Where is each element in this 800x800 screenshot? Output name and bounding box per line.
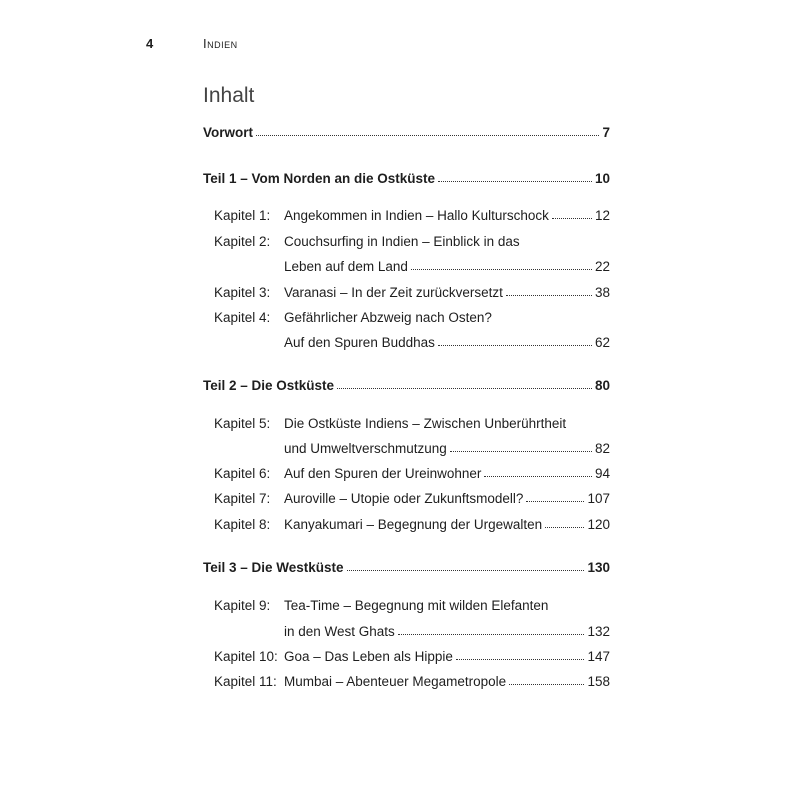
dot-leader: [411, 268, 592, 270]
chapter-label: Kapitel 3:: [214, 285, 271, 300]
chapter-label: Kapitel 2:: [214, 234, 271, 249]
chapter-title: Varanasi – In der Zeit zurückversetzt: [284, 285, 503, 300]
chapter-label: Kapitel 8:: [214, 517, 271, 532]
dot-leader: [456, 658, 585, 660]
chapter-title: Kanyakumari – Begegnung der Urgewalten: [284, 517, 543, 532]
toc-page-number: 22: [594, 259, 610, 274]
chapter-title: Auf den Spuren Buddhas: [284, 335, 435, 350]
toc-entry-text: Vorwort: [203, 125, 253, 140]
toc-page-number: 107: [587, 491, 610, 506]
toc-page-number: 7: [602, 125, 610, 140]
chapter-title: Leben auf dem Land: [284, 259, 408, 274]
toc-page-number: 82: [594, 441, 610, 456]
toc-part-text: Teil 3 – Die Westküste: [203, 560, 344, 575]
chapter-title-line: Couchsurfing in Indien – Einblick in das: [284, 234, 520, 249]
chapter-title: Auf den Spuren der Ureinwohner: [284, 466, 482, 481]
toc-page-number: 130: [587, 560, 610, 575]
dot-leader: [484, 475, 592, 477]
toc-chapter-6: [284, 466, 610, 481]
dot-leader: [526, 500, 584, 502]
toc-chapter-9: [284, 624, 610, 639]
dot-leader: [438, 180, 592, 182]
chapter-label: Kapitel 5:: [214, 416, 271, 431]
chapter-title: Angekommen in Indien – Hallo Kulturschock: [284, 208, 549, 223]
toc-page-number: 10: [594, 171, 610, 186]
toc-chapter-11: [284, 674, 610, 689]
dot-leader: [450, 450, 592, 452]
toc-part-1: [203, 171, 610, 186]
dot-leader: [506, 294, 592, 296]
toc-chapter-1: [284, 208, 610, 223]
dot-leader: [545, 526, 584, 528]
toc-page-number: 120: [587, 517, 610, 532]
toc-chapter-10: [284, 649, 610, 664]
toc-chapter-7: [284, 491, 610, 506]
toc-page-number: 94: [594, 466, 610, 481]
chapter-label: Kapitel 10:: [214, 649, 278, 664]
toc-part-3: [203, 560, 610, 575]
dot-leader: [552, 217, 592, 219]
toc-chapter-2: [284, 259, 610, 274]
toc-entry-vorwort: [203, 125, 610, 140]
chapter-title-line: Tea-Time – Begegnung mit wilden Elefanten: [284, 598, 549, 613]
chapter-label: Kapitel 11:: [214, 674, 277, 689]
chapter-title-line: Gefährlicher Abzweig nach Osten?: [284, 310, 492, 325]
dot-leader: [256, 134, 599, 136]
chapter-label: Kapitel 1:: [214, 208, 271, 223]
toc-page-number: 132: [587, 624, 610, 639]
chapter-title: Goa – Das Leben als Hippie: [284, 649, 453, 664]
chapter-title-line: Die Ostküste Indiens – Zwischen Unberührtheit: [284, 416, 567, 431]
toc-chapter-4: [284, 335, 610, 350]
dot-leader: [347, 569, 585, 571]
toc-chapter-8: [284, 517, 610, 532]
toc-part-2: [203, 378, 610, 393]
toc-page-number: 80: [594, 378, 610, 393]
page-number: 4: [146, 36, 154, 51]
toc-part-text: Teil 1 – Vom Norden an die Ostküste: [203, 171, 436, 186]
toc-part-text: Teil 2 – Die Ostküste: [203, 378, 335, 393]
toc-page-number: 38: [594, 285, 610, 300]
chapter-title: und Umweltverschmutzung: [284, 441, 447, 456]
dot-leader: [398, 633, 585, 635]
chapter-title: Auroville – Utopie oder Zukunftsmodell?: [284, 491, 524, 506]
toc-chapter-5: [284, 441, 610, 456]
toc-chapter-3: [284, 285, 610, 300]
running-head: Indien: [203, 36, 238, 51]
dot-leader: [337, 387, 592, 389]
toc-title: Inhalt: [203, 84, 255, 107]
chapter-label: Kapitel 7:: [214, 491, 271, 506]
chapter-label: Kapitel 6:: [214, 466, 271, 481]
toc-page-number: 147: [587, 649, 610, 664]
chapter-label: Kapitel 4:: [214, 310, 271, 325]
chapter-title: Mumbai – Abenteuer Megametropole: [284, 674, 507, 689]
toc-page-number: 62: [594, 335, 610, 350]
toc-page-number: 12: [594, 208, 610, 223]
chapter-label: Kapitel 9:: [214, 598, 271, 613]
toc-page-number: 158: [587, 674, 610, 689]
dot-leader: [509, 683, 584, 685]
chapter-title: in den West Ghats: [284, 624, 395, 639]
dot-leader: [438, 344, 592, 346]
